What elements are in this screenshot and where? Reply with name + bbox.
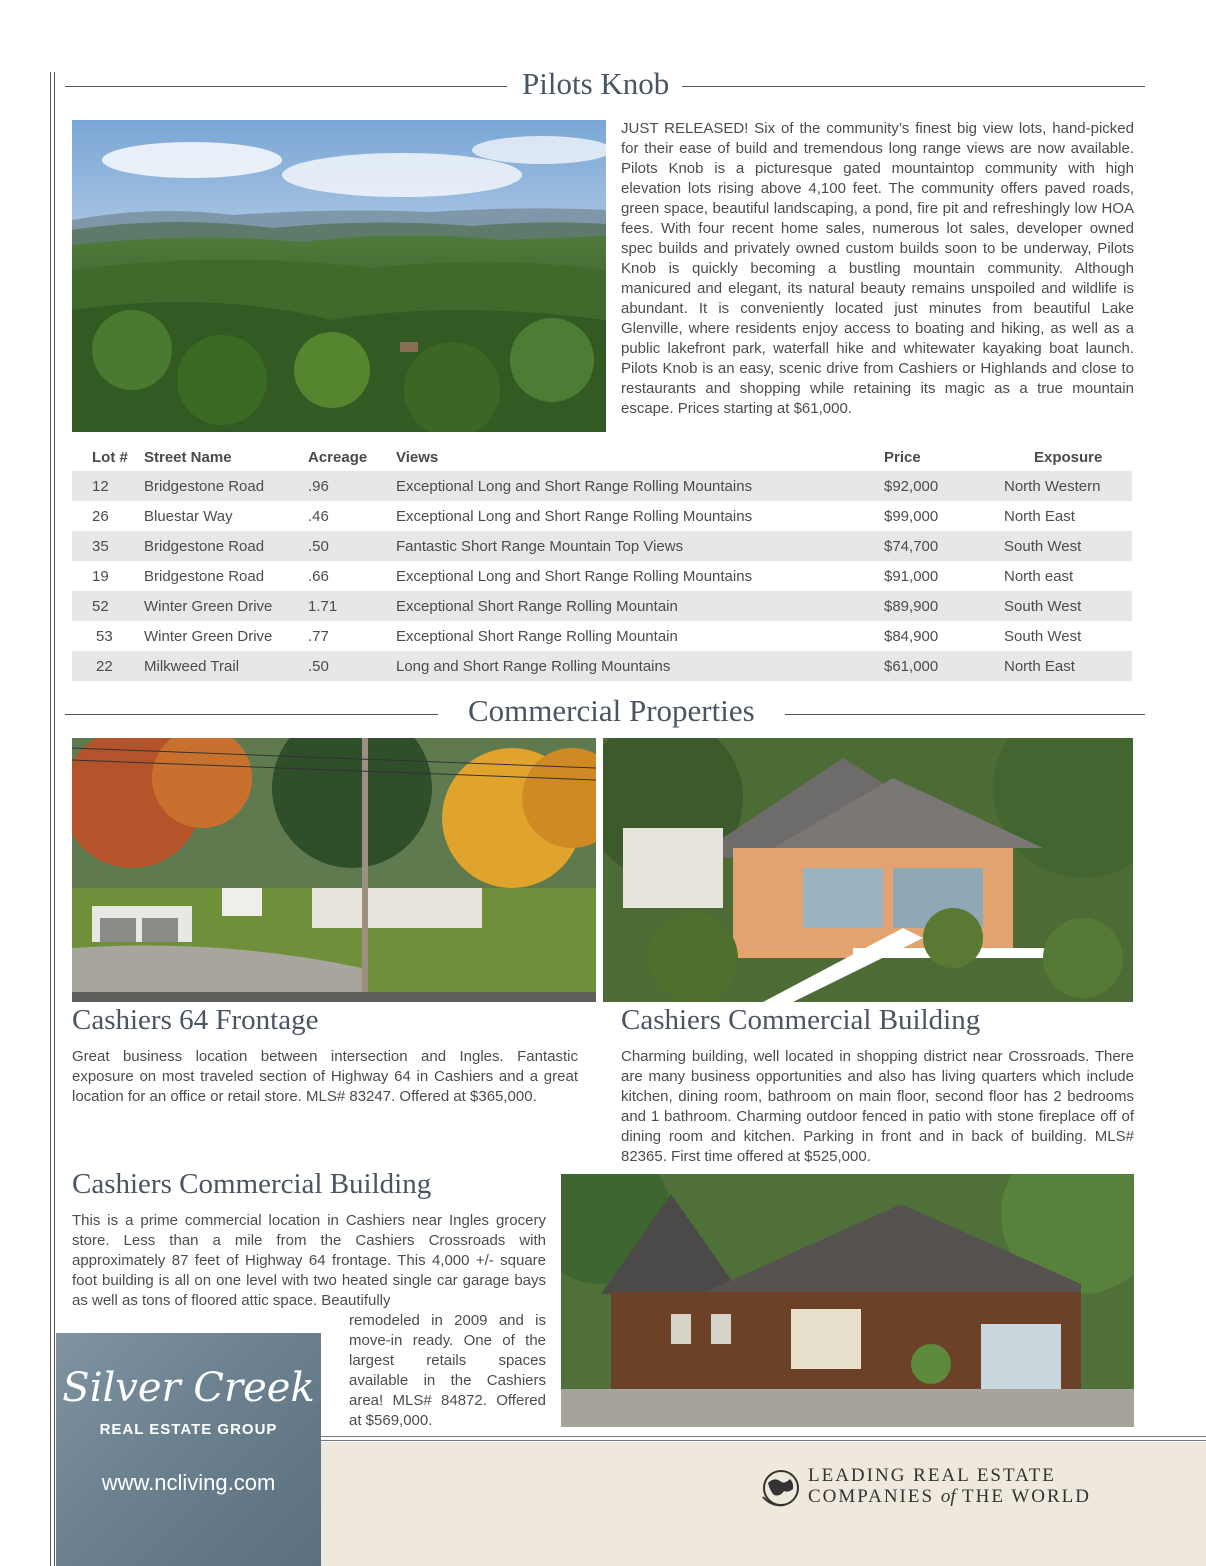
- col-header-acreage: Acreage: [308, 448, 368, 466]
- cell-acreage: .66: [308, 567, 329, 585]
- col-header-price: Price: [884, 448, 921, 466]
- cell-lot: 35: [72, 531, 144, 561]
- cell-views: Long and Short Range Rolling Mountains: [396, 651, 884, 681]
- commercial-building-1-photo: [603, 738, 1133, 1002]
- section-title-commercial: Commercial Properties: [468, 693, 755, 728]
- frontage-photo: [72, 738, 596, 1002]
- cell-exposure: South West: [1004, 591, 1132, 621]
- cell-lot: 22: [72, 651, 144, 681]
- frontage-title: Cashiers 64 Frontage: [72, 1004, 319, 1036]
- brand-script: Silver Creek: [62, 1365, 315, 1411]
- cell-street: Bridgestone Road: [144, 471, 308, 501]
- building-2-description-top: This is a prime commercial location in Cashiers near Ingles grocery store. Less than a mile from the Cashiers Crossroads with approximately 87 feet of Highway 64 frontage. This 4,000 +/- square foot building is all on one level with two heated single car garage bays as well as tons of floored attic space. Beautifully: [72, 1212, 546, 1309]
- lreco-of: of: [940, 1486, 956, 1507]
- cell-exposure: North East: [1004, 651, 1132, 681]
- cell-lot: 52: [72, 591, 144, 621]
- cell-acreage: .50: [308, 651, 396, 681]
- cell-acreage: 1.71: [308, 591, 396, 621]
- lreco-line-1: LEADING REAL ESTATE: [808, 1465, 1056, 1486]
- page-border-left-inner: [54, 72, 55, 1566]
- lreco-line-2: [808, 1486, 1091, 1508]
- frontage-description: Great business location between intersection and Ingles. Fantastic exposure on most traveled section of Highway 64 in Cashiers and a great location for an office or retail store. MLS# 83247. Offered at $365,000.: [72, 1048, 578, 1105]
- cell-exposure: South West: [1004, 531, 1132, 561]
- cell-exposure: North east: [1004, 567, 1074, 585]
- cell-street: Bluestar Way: [144, 507, 233, 525]
- cell-price: $84,900: [884, 627, 939, 645]
- cell-exposure: North East: [1004, 507, 1075, 525]
- table-row: [72, 621, 1132, 651]
- cell-price: $74,700: [884, 531, 1004, 561]
- table-row: [72, 591, 1132, 621]
- section-rule-right: [682, 86, 1145, 87]
- cell-views: Exceptional Long and Short Range Rolling Mountains: [396, 567, 753, 585]
- cell-views: Exceptional Short Range Rolling Mountain: [396, 591, 884, 621]
- section-rule-left: [65, 86, 507, 87]
- col-header-exposure: Exposure: [1034, 448, 1103, 466]
- cell-street: Bridgestone Road: [144, 567, 265, 585]
- pilots-knob-description: JUST RELEASED! Six of the community’s finest big view lots, hand-picked for their ease of build and tremendous long range views are now available. Pilots Knob is a picturesque gated mountaintop community with high elevation lots rising above 4,100 feet. The community offers paved roads, green space, beautiful landscaping, a pond, fire pit and refreshingly low HOA fees. With four recent home sales, numerous lot sales, developer owned spec builds and privately owned custom builds soon to be underway, Pilots Knob is quickly becoming a bustling mountain community. Although manicured and elegant, its natural beauty remains unspoiled and wildlife is abundant. It is conveniently located just minutes from beautiful Lake Glenville, where residents enjoy access to boating and hiking, as well as a public lakefront park, waterfall hike and whitewater kayaking boat launch. Pilots Knob is an easy, scenic drive from Cashiers or Highlands and close to restaurants and shopping while retaining its magic as a true mountain escape. Prices starting at $61,000.: [621, 120, 1134, 417]
- cell-price: $91,000: [884, 567, 939, 585]
- table-row: [72, 531, 1132, 561]
- building-1-description: Charming building, well located in shopping district near Crossroads. There are many business opportunities and also has living quarters which include kitchen, dining room, bathroom on main floor, second floor has 2 bedrooms and 1 bathroom. Charming outdoor fenced in patio with stone fireplace off of dining room and kitchen. Parking in front and in back of building. MLS# 82365. First time offered at $525,000.: [621, 1048, 1134, 1165]
- cell-views: Exceptional Short Range Rolling Mountain: [396, 627, 678, 645]
- col-header-lot: Lot #: [92, 448, 128, 466]
- cell-price: $89,900: [884, 591, 1004, 621]
- col-header-street: Street Name: [144, 448, 232, 466]
- table-row: [72, 471, 1132, 501]
- brand-subtitle: REAL ESTATE GROUP: [99, 1421, 278, 1438]
- cell-lot: 53: [96, 627, 113, 645]
- lots-table-header: [72, 443, 1132, 471]
- section-rule-left: [65, 714, 438, 715]
- section-title-pilots-knob: Pilots Knob: [522, 66, 670, 101]
- cell-lot: 12: [72, 471, 144, 501]
- cell-street: Winter Green Drive: [144, 627, 273, 645]
- commercial-building-2-photo: [561, 1174, 1134, 1427]
- lots-table: [72, 443, 1132, 681]
- cell-street: Bridgestone Road: [144, 531, 308, 561]
- lreco-companies: COMPANIES: [808, 1486, 935, 1507]
- cell-exposure: North Western: [1004, 471, 1132, 501]
- cell-views: Fantastic Short Range Mountain Top Views: [396, 531, 884, 561]
- table-row: [72, 501, 1132, 531]
- website-link[interactable]: www.ncliving.com: [101, 1470, 276, 1495]
- table-row: [72, 561, 1132, 591]
- cell-acreage: .77: [308, 627, 329, 645]
- cell-price: $99,000: [884, 507, 939, 525]
- footer-rule-top: [321, 1436, 1206, 1437]
- cell-views: Exceptional Long and Short Range Rolling Mountains: [396, 471, 884, 501]
- cell-views: Exceptional Long and Short Range Rolling Mountains: [396, 507, 753, 525]
- cell-exposure: South West: [1004, 627, 1082, 645]
- section-rule-right: [785, 714, 1145, 715]
- building-2-title: Cashiers Commercial Building: [72, 1168, 432, 1200]
- cell-price: $61,000: [884, 651, 1004, 681]
- silver-creek-logo-box: [56, 1333, 321, 1566]
- lreco-logo: [760, 1465, 1160, 1515]
- cell-acreage: .50: [308, 531, 396, 561]
- lreco-the-world: THE WORLD: [962, 1486, 1092, 1507]
- page-border-left: [50, 72, 51, 1566]
- mountain-view-photo: [72, 120, 606, 432]
- table-row: [72, 651, 1132, 681]
- cell-street: Milkweed Trail: [144, 651, 308, 681]
- cell-lot: 26: [92, 507, 109, 525]
- cell-acreage: .46: [308, 507, 329, 525]
- footer-rule-bottom: [321, 1440, 1206, 1441]
- col-header-views: Views: [396, 448, 439, 466]
- cell-acreage: .96: [308, 471, 396, 501]
- cell-lot: 19: [92, 567, 109, 585]
- building-2-description-bottom: remodeled in 2009 and is move-in ready. One of the largest retails spaces available in the Cashiers area! MLS# 84872. Offered at $569,000.: [349, 1312, 546, 1429]
- globe-icon: [760, 1467, 802, 1509]
- cell-street: Winter Green Drive: [144, 591, 308, 621]
- building-1-title: Cashiers Commercial Building: [621, 1004, 981, 1036]
- cell-price: $92,000: [884, 471, 1004, 501]
